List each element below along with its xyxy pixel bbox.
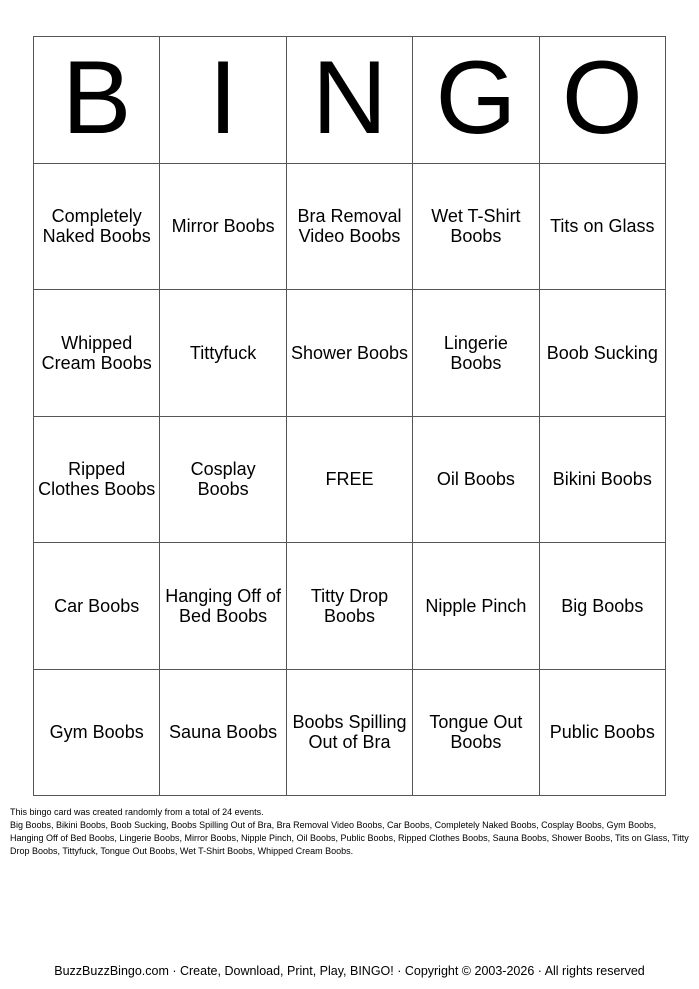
bingo-square: Lingerie Boobs [413,290,539,417]
bingo-square: Public Boobs [540,670,666,797]
bingo-square: Boobs Spilling Out of Bra [287,670,413,797]
bingo-square: Tits on Glass [540,164,666,291]
free-square: FREE [287,417,413,544]
bingo-square: Boob Sucking [540,290,666,417]
bingo-square: Hanging Off of Bed Boobs [160,543,286,670]
bingo-square: Completely Naked Boobs [34,164,160,291]
bingo-square: Nipple Pinch [413,543,539,670]
bingo-square: Big Boobs [540,543,666,670]
header-letter-b: B [34,37,160,164]
bingo-square: Wet T-Shirt Boobs [413,164,539,291]
bingo-square: Car Boobs [34,543,160,670]
bingo-square: Titty Drop Boobs [287,543,413,670]
bingo-card [33,36,666,796]
bingo-square: Oil Boobs [413,417,539,544]
header-letter-g: G [413,37,539,164]
bingo-square: Sauna Boobs [160,670,286,797]
bingo-square: Tittyfuck [160,290,286,417]
bingo-square: Gym Boobs [34,670,160,797]
bingo-square: Mirror Boobs [160,164,286,291]
footer-credit: BuzzBuzzBingo.com · Create, Download, Print, Play, BINGO! · Copyright © 2003-2026 · All rights reserved [54,964,645,978]
header-letter-o: O [540,37,666,164]
header-letter-i: I [160,37,286,164]
bingo-square: Bikini Boobs [540,417,666,544]
bingo-square: Cosplay Boobs [160,417,286,544]
event-list: Big Boobs, Bikini Boobs, Boob Sucking, Boobs Spilling Out of Bra, Bra Removal Video Boobs, Car Boobs, Completely Naked Boobs, Cosplay Boobs, Gym Boobs, Hanging Off of Bed Boobs, Lingerie Boobs, Mirror Boobs, Nipple Pinch, Oil Boobs, Public Boobs, Ripped Clothes Boobs, Sauna Boobs, Shower Boobs, Tits on Glass, Titty Drop Boobs, Tittyfuck, Tongue Out Boobs, Wet T-Shirt Boobs, Whipped Cream Boobs. [10,820,689,856]
card-info [10,806,690,858]
bingo-square: Whipped Cream Boobs [34,290,160,417]
card-summary: This bingo card was created randomly from a total of 24 events. [10,807,264,817]
bingo-square: Shower Boobs [287,290,413,417]
header-letter-n: N [287,37,413,164]
bingo-square: Tongue Out Boobs [413,670,539,797]
bingo-square: Bra Removal Video Boobs [287,164,413,291]
bingo-square: Ripped Clothes Boobs [34,417,160,544]
